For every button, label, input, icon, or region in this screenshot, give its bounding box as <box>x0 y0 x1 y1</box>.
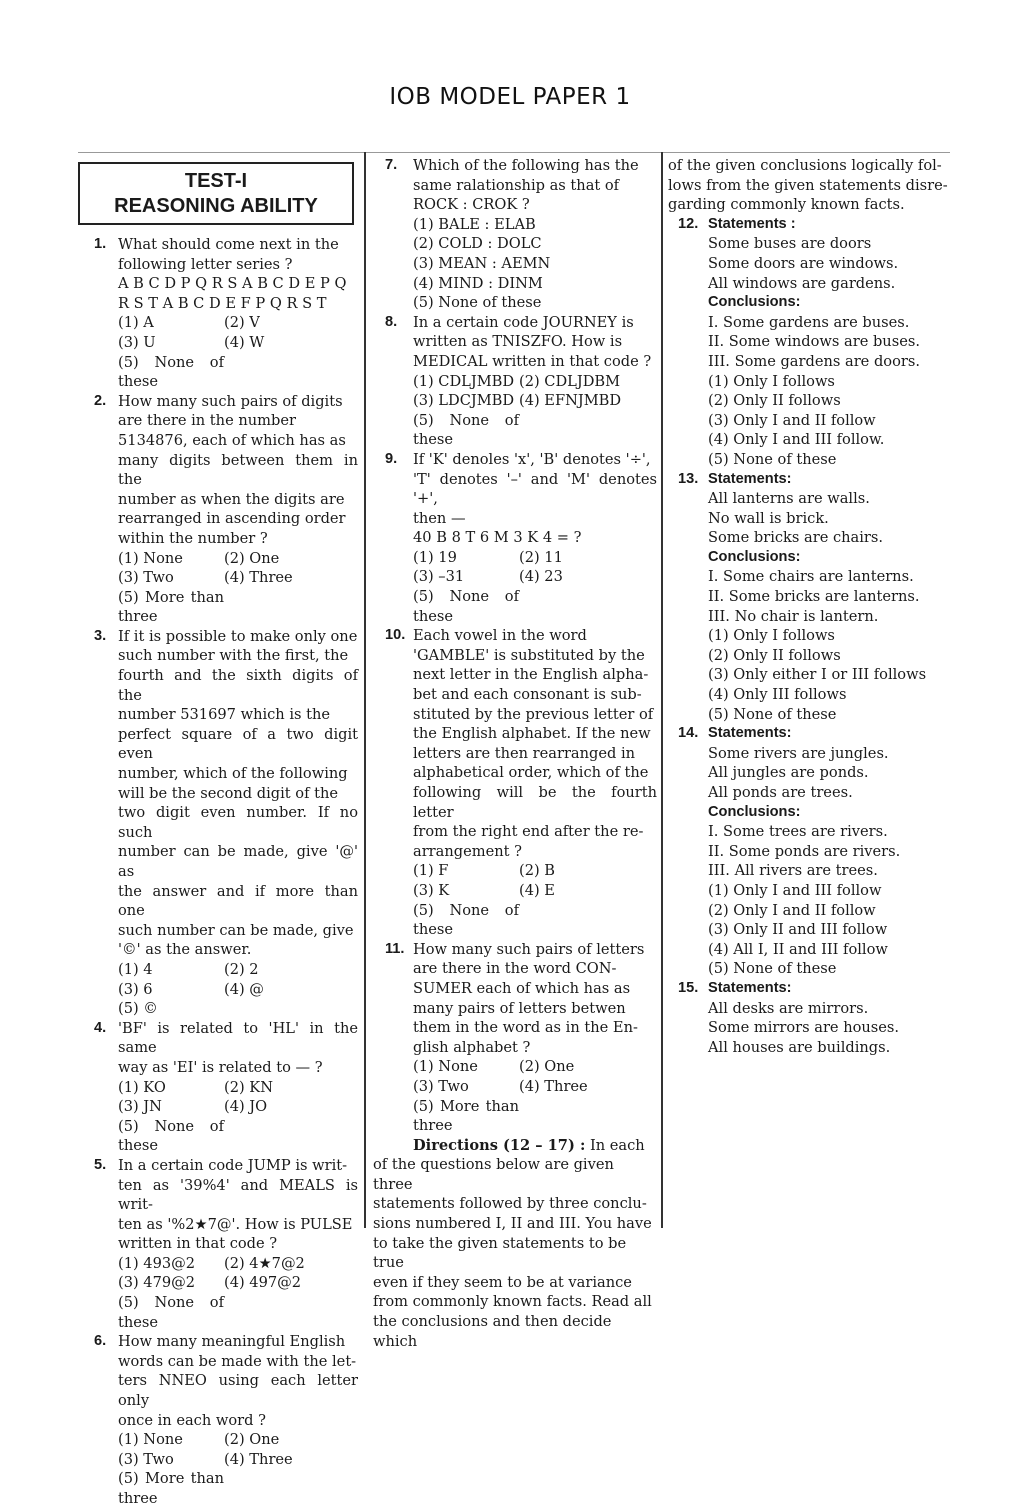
answer-option: (4) Three <box>519 1077 588 1095</box>
answer-option: (2) Only I and II follow <box>708 901 876 919</box>
directions-line: the conclusions and then decide which <box>373 1313 612 1350</box>
question-number: 4. <box>94 1019 107 1036</box>
question-number: 3. <box>94 627 107 644</box>
question-number: 7. <box>385 157 398 173</box>
answer-option: (1) BALE : ELAB <box>413 215 536 233</box>
question-list <box>668 215 950 1058</box>
question-text-line: then — <box>413 509 466 527</box>
page-title: IOB MODEL PAPER 1 <box>389 84 631 110</box>
answer-option: (2) One <box>224 549 280 567</box>
directions-line: even if they seem to be at variance <box>373 1273 632 1291</box>
question-text-line: many pairs of letters betwen <box>413 999 626 1017</box>
answer-option: (5) None of these <box>118 1117 224 1155</box>
column-1 <box>78 156 358 1509</box>
conclusion-line: III. Some gardens are doors. <box>708 352 920 370</box>
question-number: 10. <box>385 627 406 644</box>
answer-option: (2) CDLJDBM <box>519 372 621 390</box>
question-item <box>78 392 358 627</box>
answer-option: (2) One <box>224 1431 280 1449</box>
answer-options <box>118 1430 358 1508</box>
directions-line: of the given conclusions logically fol- <box>668 157 942 174</box>
question-text-line: In a certain code JOURNEY is <box>413 313 634 331</box>
question-number: 2. <box>94 392 107 409</box>
answer-option: (3) 6 <box>118 980 153 998</box>
answer-option: (3) –31 <box>413 568 465 586</box>
answer-options <box>413 1057 657 1135</box>
answer-option: (3) 479@2 <box>118 1274 196 1292</box>
question-item <box>373 940 657 1136</box>
conclusion-line: II. Some windows are buses. <box>708 333 920 351</box>
answer-option: (1) CDLJMBD <box>413 372 515 390</box>
statement-line: All desks are mirrors. <box>708 999 869 1017</box>
answer-option: (2) One <box>519 1058 575 1076</box>
section-heading-box <box>78 162 354 225</box>
question-item <box>78 627 358 1019</box>
answer-option: (5) None of these <box>708 450 837 468</box>
question-text-line: alphabetical order, which of the <box>413 764 649 782</box>
statement-line: No wall is brick. <box>708 509 829 527</box>
answer-option: (1) 19 <box>413 548 457 566</box>
statements-label: Statements: <box>708 979 792 996</box>
answer-option: (5) None of these <box>118 1294 224 1331</box>
question-number: 15. <box>678 979 699 996</box>
answer-option: (4) Only III follows <box>708 686 847 704</box>
answer-option: (4) 23 <box>519 568 563 586</box>
statements-label: Statements: <box>708 725 792 742</box>
directions-text: In each <box>585 1136 645 1154</box>
question-item <box>668 979 950 1057</box>
question-text-line: next letter in the English alpha- <box>413 666 649 684</box>
question-text-line: If it is possible to make only one <box>118 627 358 645</box>
question-text-line: words can be made with the let- <box>118 1352 357 1370</box>
question-text-line: ten as '39%4' and MEALS is writ- <box>118 1176 358 1214</box>
question-text-line: are there in the word CON- <box>413 960 617 978</box>
question-item <box>78 1332 358 1508</box>
answer-options <box>413 548 657 626</box>
directions-line: garding commonly known facts. <box>668 196 905 214</box>
question-list <box>373 156 657 1136</box>
question-text-line: arrangement ? <box>413 842 522 860</box>
answer-option: (2) COLD : DOLC <box>413 235 542 253</box>
conclusions-label: Conclusions: <box>708 548 801 565</box>
statement-line: All jungles are ponds. <box>708 764 869 782</box>
question-text-line: are there in the number <box>118 412 296 430</box>
answer-option: (2) 11 <box>519 548 563 566</box>
question-text-line: ten as '%2★7@'. How is PULSE <box>118 1215 353 1233</box>
directions-line: statements followed by three conclu- <box>373 1195 647 1213</box>
answer-option: (3) Two <box>413 1077 469 1095</box>
conclusion-line: II. Some ponds are rivers. <box>708 842 901 860</box>
answer-option: (5) None of these <box>708 960 837 978</box>
conclusion-line: I. Some gardens are buses. <box>708 313 910 331</box>
answer-options <box>413 372 657 450</box>
question-text-line: written in that code ? <box>118 1235 278 1253</box>
question-text-line: will be the second digit of the <box>118 784 339 802</box>
answer-option: (3) Only either I or III follows <box>708 666 927 684</box>
question-text-line: them in the word as in the En- <box>413 1019 638 1037</box>
answer-option: (4) All I, II and III follow <box>708 940 888 958</box>
answer-option: (5) None of these <box>413 588 519 625</box>
statement-line: Some bricks are chairs. <box>708 529 884 547</box>
answer-option: (4) EFNJMBD <box>519 392 622 410</box>
question-list <box>78 235 358 1509</box>
answer-options <box>118 1254 358 1332</box>
answer-option: (3) Only I and II follow <box>708 411 876 429</box>
question-text-line: number, which of the following <box>118 765 348 783</box>
question-number: 5. <box>94 1156 107 1173</box>
question-text-line: Each vowel in the word <box>413 627 587 645</box>
question-text-line: How many meaningful English <box>118 1333 346 1351</box>
question-text-line: SUMER each of which has as <box>413 979 631 997</box>
question-text-line: number can be made, give '@' as <box>118 843 358 880</box>
question-text-line: glish alphabet ? <box>413 1038 531 1056</box>
answer-option: (1) KO <box>118 1078 166 1096</box>
question-text-line: perfect square of a two digit even <box>118 725 358 763</box>
answer-option: (1) A <box>118 314 154 332</box>
answer-option: (5) None of these <box>118 353 224 391</box>
question-item <box>668 215 950 470</box>
question-number: 11. <box>385 940 405 957</box>
statements-label: Statements: <box>708 470 792 487</box>
test-label: TEST-I <box>184 170 248 192</box>
answer-option: (4) Three <box>224 569 293 587</box>
answer-option: (1) Only I and III follow <box>708 881 882 899</box>
column-divider <box>661 152 663 1228</box>
answer-option: (3) Two <box>118 569 174 587</box>
question-text-line: R S T A B C D E F P Q R S T <box>118 294 327 312</box>
answer-option: (3) LDCJMBD <box>413 392 515 410</box>
statement-line: All lanterns are walls. <box>708 490 870 508</box>
directions-line: of the questions below are given three <box>373 1156 614 1193</box>
question-text-line: such number can be made, give <box>118 921 354 939</box>
question-text-line: the English alphabet. If the new <box>413 725 651 743</box>
question-text-line: letters are then rearranged in <box>413 744 636 762</box>
question-text-line: 40 B 8 T 6 M 3 K 4 = ? <box>413 529 582 547</box>
answer-option: (5) More than three <box>413 1097 519 1135</box>
answer-option: (2) 4★7@2 <box>224 1254 305 1272</box>
question-text-line: many digits between them in the <box>118 451 358 489</box>
question-text-line: number as when the digits are <box>118 490 345 508</box>
question-item <box>78 235 358 392</box>
answer-options <box>413 861 657 939</box>
answer-option: (5) None of these <box>413 294 542 312</box>
answer-option: (3) U <box>118 333 156 351</box>
answer-option: (4) E <box>519 881 555 899</box>
question-number: 8. <box>385 313 398 330</box>
conclusion-line: I. Some chairs are lanterns. <box>708 568 914 586</box>
question-text-line: What should come next in the <box>118 236 339 253</box>
answer-option: (4) JO <box>224 1098 268 1116</box>
statement-line: All windows are gardens. <box>708 274 896 292</box>
answer-options <box>118 549 358 627</box>
conclusion-line: III. All rivers are trees. <box>708 862 878 880</box>
question-text-line: the answer and if more than one <box>118 882 358 920</box>
statement-line: Some buses are doors <box>708 235 872 253</box>
directions-continued <box>668 156 950 215</box>
question-text-line: following letter series ? <box>118 255 293 273</box>
question-text-line: written as TNISZFO. How is <box>413 333 623 351</box>
answer-option: (5) None of these <box>708 705 837 723</box>
directions-body <box>373 1155 657 1351</box>
column-divider <box>364 152 366 1228</box>
question-text-line: following will be the fourth letter <box>413 784 657 821</box>
answer-option: (3) Only II and III follow <box>708 921 888 939</box>
column-3 <box>668 156 950 1057</box>
question-number: 1. <box>94 236 107 252</box>
question-text-line: How many such pairs of letters <box>413 940 645 958</box>
answer-option: (4) 497@2 <box>224 1274 302 1292</box>
question-text-line: 'T' denotes '–' and 'M' denotes '+', <box>413 470 657 508</box>
answer-option: (4) Only I and III follow. <box>708 431 885 449</box>
answer-option: (5) None of these <box>413 901 519 939</box>
answer-options <box>118 960 358 1019</box>
statement-line: Some doors are windows. <box>708 254 899 272</box>
directions-block <box>373 1136 657 1156</box>
question-text-line: '©' as the answer. <box>118 941 252 959</box>
answer-option: (4) @ <box>224 980 264 998</box>
question-item <box>373 156 657 313</box>
answer-option: (2) Only II follows <box>708 392 841 410</box>
question-text-line: If 'K' denoles 'x', 'B' denotes '÷', <box>413 450 651 468</box>
column-2 <box>373 156 657 1351</box>
question-number: 14. <box>678 725 699 742</box>
question-text-line: A B C D P Q R S A B C D E P Q <box>118 275 347 293</box>
question-text-line: once in each word ? <box>118 1411 266 1429</box>
answer-option: (1) 4 <box>118 960 153 978</box>
answer-option: (1) Only I follows <box>708 372 835 390</box>
answer-option: (1) None <box>118 549 183 567</box>
directions-line: to take the given statements to be true <box>373 1234 627 1272</box>
statement-line: All houses are buildings. <box>708 1038 891 1056</box>
conclusion-line: I. Some trees are rivers. <box>708 823 888 841</box>
conclusions-label: Conclusions: <box>708 803 801 820</box>
question-text-line: two digit even number. If no such <box>118 804 358 841</box>
directions-line: from commonly known facts. Read all <box>373 1293 652 1311</box>
conclusion-line: III. No chair is lantern. <box>708 607 879 625</box>
question-item <box>373 450 657 626</box>
answer-option: (1) Only I follows <box>708 627 835 645</box>
answer-option: (4) W <box>224 333 265 351</box>
answer-option: (1) None <box>413 1058 478 1076</box>
question-number: 6. <box>94 1333 107 1350</box>
conclusion-line: II. Some bricks are lanterns. <box>708 588 920 606</box>
question-text-line: within the number ? <box>118 529 268 547</box>
answer-options <box>118 1078 358 1156</box>
question-number: 9. <box>385 450 398 467</box>
question-text-line: MEDICAL written in that code ? <box>413 352 652 370</box>
answer-option: (3) MEAN : AEMN <box>413 254 551 272</box>
question-text-line: 5134876, each of which has as <box>118 431 346 449</box>
answer-option: (5) None of these <box>413 411 519 449</box>
question-text-line: from the right end after the re- <box>413 823 644 841</box>
answer-option: (2) Only II follows <box>708 646 841 664</box>
question-item <box>668 470 950 725</box>
question-text-line: In a certain code JUMP is writ- <box>118 1156 348 1174</box>
answer-option: (5) More than three <box>118 588 224 626</box>
question-text-line: way as 'EI' is related to — ? <box>118 1058 323 1076</box>
statement-line: All ponds are trees. <box>708 784 853 801</box>
answer-option: (3) K <box>413 881 450 899</box>
conclusions-label: Conclusions: <box>708 294 801 311</box>
answer-option: (5) More than three <box>118 1470 224 1507</box>
answer-option: (4) Three <box>224 1450 293 1468</box>
question-item <box>78 1156 358 1332</box>
question-text-line: number 531697 which is the <box>118 706 331 724</box>
answer-option: (1) 493@2 <box>118 1254 196 1272</box>
question-text-line: such number with the first, the <box>118 647 349 665</box>
question-item <box>373 313 657 450</box>
question-text-line: stituted by the previous letter of <box>413 705 654 723</box>
question-item <box>373 626 657 940</box>
question-text-line: 'BF' is related to 'HL' in the same <box>118 1019 358 1057</box>
answer-option: (2) B <box>519 862 556 880</box>
question-text-line: How many such pairs of digits <box>118 392 343 410</box>
answer-option: (2) KN <box>224 1078 273 1096</box>
question-text-line: same ralationship as that of <box>413 176 620 194</box>
section-title: REASONING ABILITY <box>114 195 318 217</box>
statement-line: Some rivers are jungles. <box>708 744 889 762</box>
answer-option: (2) 2 <box>224 960 259 978</box>
question-text-line: 'GAMBLE' is substituted by the <box>413 646 645 664</box>
answer-options <box>118 313 358 391</box>
top-rule <box>78 152 950 153</box>
question-text-line: Which of the following has the <box>413 157 639 174</box>
directions-line: lows from the given statements disre- <box>668 176 948 194</box>
answer-option: (4) MIND : DINM <box>413 274 543 292</box>
answer-option: (5) © <box>118 1000 158 1018</box>
question-text-line: ROCK : CROK ? <box>413 196 530 214</box>
question-number: 12. <box>678 215 699 232</box>
statement-line: Some mirrors are houses. <box>708 1019 900 1037</box>
question-number: 13. <box>678 470 699 487</box>
answer-option: (1) None <box>118 1431 183 1449</box>
question-text-line: bet and each consonant is sub- <box>413 686 642 704</box>
question-text-line: ters NNEO using each letter only <box>118 1372 358 1410</box>
directions-heading: Directions (12 – 17) : <box>413 1136 586 1154</box>
question-item <box>668 724 950 979</box>
question-text-line: rearranged in ascending order <box>118 510 346 528</box>
answer-option: (3) JN <box>118 1098 162 1116</box>
statements-label: Statements : <box>708 215 796 232</box>
answer-option: (2) V <box>224 314 260 332</box>
question-item <box>78 1019 358 1156</box>
answer-option: (3) Two <box>118 1450 174 1468</box>
directions-line: sions numbered I, II and III. You have <box>373 1215 652 1233</box>
answer-option: (1) F <box>413 862 449 880</box>
question-text-line: fourth and the sixth digits of the <box>118 667 358 704</box>
